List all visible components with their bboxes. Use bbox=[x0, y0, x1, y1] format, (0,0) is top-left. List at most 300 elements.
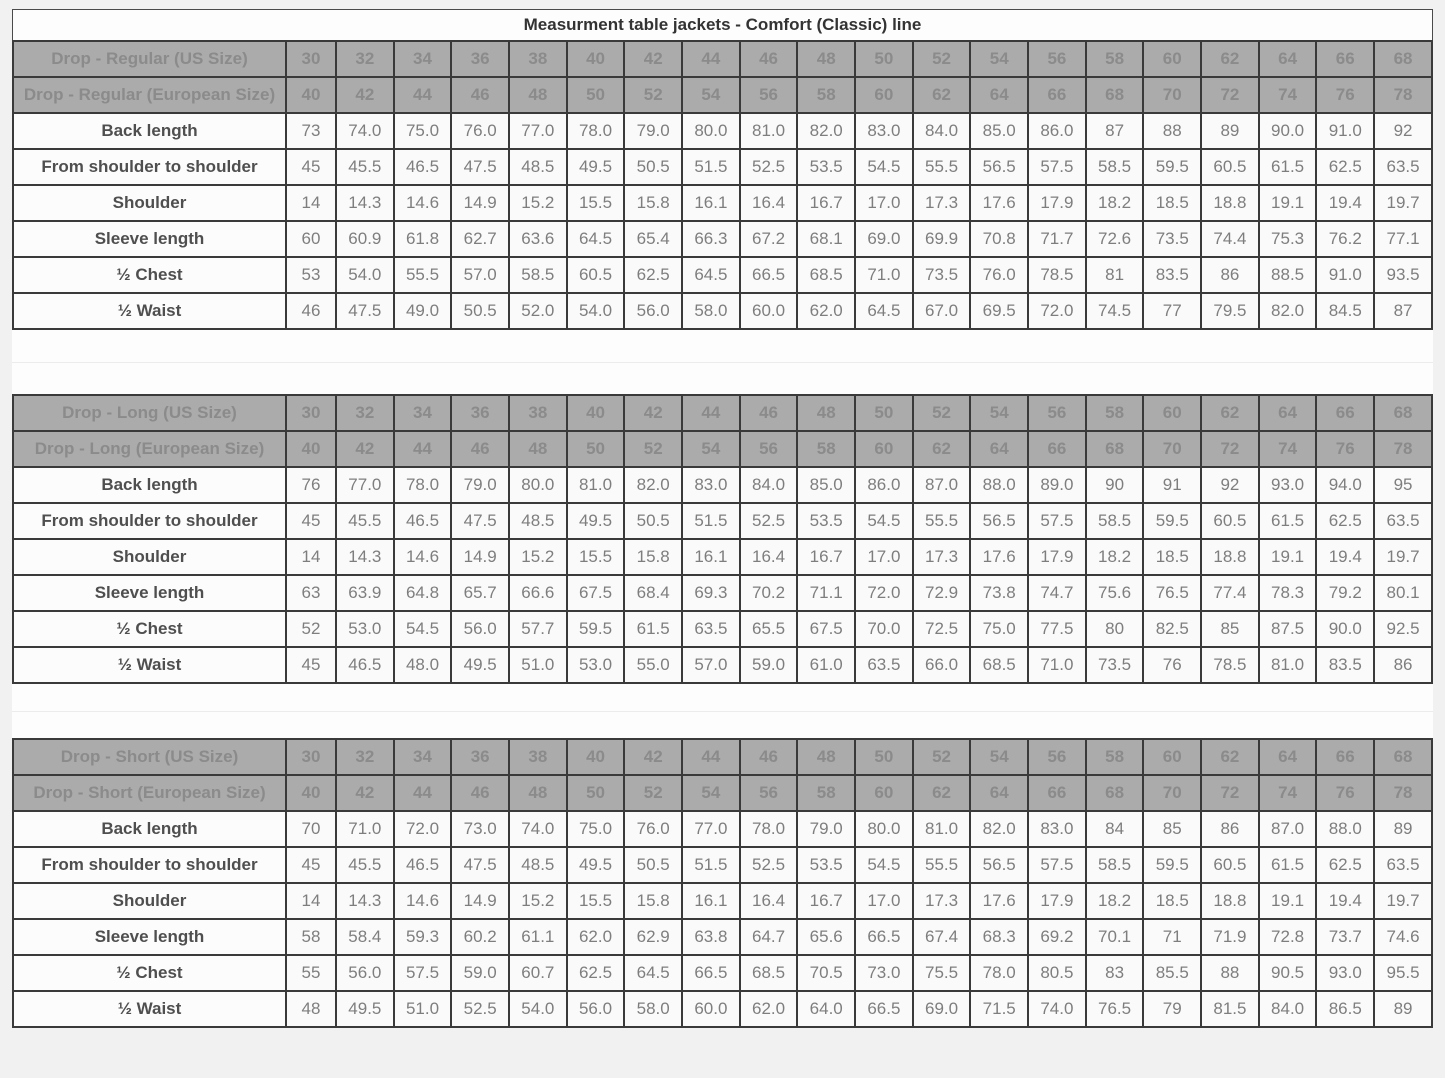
table-row bbox=[13, 185, 1432, 221]
value-cell: 51.5 bbox=[682, 149, 740, 185]
size-cell: 54 bbox=[682, 431, 740, 467]
value-cell: 57.0 bbox=[451, 257, 509, 293]
value-cell: 79.0 bbox=[797, 811, 855, 847]
value-cell: 73.0 bbox=[451, 811, 509, 847]
size-cell: 74 bbox=[1259, 77, 1317, 113]
value-cell: 74.0 bbox=[1028, 991, 1086, 1027]
value-cell: 94.0 bbox=[1316, 467, 1374, 503]
value-cell: 17.3 bbox=[913, 539, 971, 575]
value-cell: 14.9 bbox=[451, 185, 509, 221]
value-cell: 49.0 bbox=[394, 293, 452, 329]
value-cell: 83.0 bbox=[855, 113, 913, 149]
size-cell: 48 bbox=[509, 77, 567, 113]
value-cell: 49.5 bbox=[567, 847, 625, 883]
size-cell: 42 bbox=[336, 775, 394, 811]
value-cell: 53.0 bbox=[336, 611, 394, 647]
value-cell: 71.5 bbox=[970, 991, 1028, 1027]
header-row-eu-short bbox=[13, 775, 1432, 811]
value-cell: 87 bbox=[1086, 113, 1144, 149]
size-cell: 36 bbox=[451, 41, 509, 77]
value-cell: 48.0 bbox=[394, 647, 452, 683]
value-cell: 67.4 bbox=[913, 919, 971, 955]
row-label: ½ Waist bbox=[13, 991, 286, 1027]
value-cell: 71 bbox=[1143, 919, 1201, 955]
size-cell: 70 bbox=[1143, 77, 1201, 113]
value-cell: 75.5 bbox=[913, 955, 971, 991]
value-cell: 60.5 bbox=[567, 257, 625, 293]
table-row bbox=[13, 883, 1432, 919]
value-cell: 53.0 bbox=[567, 647, 625, 683]
row-label: ½ Chest bbox=[13, 611, 286, 647]
title-bar bbox=[12, 9, 1433, 40]
value-cell: 17.0 bbox=[855, 539, 913, 575]
value-cell: 81.5 bbox=[1201, 991, 1259, 1027]
size-cell: 44 bbox=[682, 395, 740, 431]
value-cell: 88 bbox=[1143, 113, 1201, 149]
value-cell: 66.5 bbox=[855, 991, 913, 1027]
value-cell: 69.0 bbox=[913, 991, 971, 1027]
value-cell: 72.5 bbox=[913, 611, 971, 647]
size-cell: 66 bbox=[1316, 41, 1374, 77]
row-label: Shoulder bbox=[13, 883, 286, 919]
value-cell: 85.0 bbox=[797, 467, 855, 503]
value-cell: 65.7 bbox=[451, 575, 509, 611]
value-cell: 54.5 bbox=[855, 503, 913, 539]
value-cell: 45 bbox=[286, 149, 336, 185]
value-cell: 81 bbox=[1086, 257, 1144, 293]
value-cell: 18.5 bbox=[1143, 185, 1201, 221]
value-cell: 46.5 bbox=[394, 503, 452, 539]
value-cell: 80.1 bbox=[1374, 575, 1432, 611]
value-cell: 58.0 bbox=[682, 293, 740, 329]
value-cell: 62.9 bbox=[624, 919, 682, 955]
value-cell: 74.4 bbox=[1201, 221, 1259, 257]
size-cell: 38 bbox=[509, 41, 567, 77]
size-cell: 48 bbox=[509, 775, 567, 811]
value-cell: 95.5 bbox=[1374, 955, 1432, 991]
table-row bbox=[13, 149, 1432, 185]
value-cell: 68.5 bbox=[797, 257, 855, 293]
value-cell: 78.0 bbox=[970, 955, 1028, 991]
value-cell: 89 bbox=[1201, 113, 1259, 149]
value-cell: 77.5 bbox=[1028, 611, 1086, 647]
value-cell: 57.0 bbox=[682, 647, 740, 683]
value-cell: 82.5 bbox=[1143, 611, 1201, 647]
value-cell: 19.1 bbox=[1259, 185, 1317, 221]
value-cell: 69.0 bbox=[855, 221, 913, 257]
value-cell: 63.8 bbox=[682, 919, 740, 955]
value-cell: 51.5 bbox=[682, 503, 740, 539]
size-cell: 56 bbox=[1028, 395, 1086, 431]
value-cell: 93.0 bbox=[1259, 467, 1317, 503]
size-cell: 64 bbox=[1259, 395, 1317, 431]
size-cell: 60 bbox=[1143, 395, 1201, 431]
size-cell: 62 bbox=[913, 775, 971, 811]
value-cell: 82.0 bbox=[970, 811, 1028, 847]
value-cell: 66.5 bbox=[855, 919, 913, 955]
value-cell: 84.0 bbox=[740, 467, 798, 503]
value-cell: 76.0 bbox=[624, 811, 682, 847]
value-cell: 56.5 bbox=[970, 503, 1028, 539]
value-cell: 18.2 bbox=[1086, 883, 1144, 919]
value-cell: 78.0 bbox=[394, 467, 452, 503]
value-cell: 15.2 bbox=[509, 539, 567, 575]
value-cell: 74.5 bbox=[1086, 293, 1144, 329]
value-cell: 14.3 bbox=[336, 883, 394, 919]
value-cell: 64.7 bbox=[740, 919, 798, 955]
value-cell: 56.0 bbox=[451, 611, 509, 647]
size-cell: 42 bbox=[624, 739, 682, 775]
row-label: From shoulder to shoulder bbox=[13, 503, 286, 539]
table-row bbox=[13, 955, 1432, 991]
value-cell: 67.5 bbox=[797, 611, 855, 647]
value-cell: 48.5 bbox=[509, 503, 567, 539]
value-cell: 46 bbox=[286, 293, 336, 329]
value-cell: 19.7 bbox=[1374, 185, 1432, 221]
value-cell: 74.7 bbox=[1028, 575, 1086, 611]
value-cell: 75.3 bbox=[1259, 221, 1317, 257]
value-cell: 50.5 bbox=[624, 149, 682, 185]
value-cell: 72.6 bbox=[1086, 221, 1144, 257]
value-cell: 58.0 bbox=[624, 991, 682, 1027]
value-cell: 64.5 bbox=[624, 955, 682, 991]
value-cell: 71.0 bbox=[1028, 647, 1086, 683]
value-cell: 90.0 bbox=[1316, 611, 1374, 647]
size-cell: 70 bbox=[1143, 431, 1201, 467]
value-cell: 85.0 bbox=[970, 113, 1028, 149]
value-cell: 62.5 bbox=[1316, 847, 1374, 883]
value-cell: 83.5 bbox=[1316, 647, 1374, 683]
value-cell: 77.4 bbox=[1201, 575, 1259, 611]
size-cell: 52 bbox=[624, 77, 682, 113]
value-cell: 79.0 bbox=[624, 113, 682, 149]
value-cell: 59.3 bbox=[394, 919, 452, 955]
value-cell: 90 bbox=[1086, 467, 1144, 503]
value-cell: 58.4 bbox=[336, 919, 394, 955]
value-cell: 55.5 bbox=[913, 149, 971, 185]
size-cell: 50 bbox=[567, 77, 625, 113]
size-cell: 66 bbox=[1316, 739, 1374, 775]
value-cell: 87.0 bbox=[913, 467, 971, 503]
size-cell: 68 bbox=[1374, 395, 1432, 431]
value-cell: 69.2 bbox=[1028, 919, 1086, 955]
size-cell: 60 bbox=[855, 431, 913, 467]
value-cell: 86 bbox=[1201, 257, 1259, 293]
value-cell: 77.1 bbox=[1374, 221, 1432, 257]
row-label: From shoulder to shoulder bbox=[13, 847, 286, 883]
value-cell: 16.4 bbox=[740, 883, 798, 919]
value-cell: 14 bbox=[286, 883, 336, 919]
value-cell: 79 bbox=[1143, 991, 1201, 1027]
value-cell: 57.5 bbox=[1028, 149, 1086, 185]
size-cell: 40 bbox=[286, 77, 336, 113]
size-cell: 74 bbox=[1259, 775, 1317, 811]
section-gap bbox=[12, 684, 1433, 738]
value-cell: 46.5 bbox=[394, 149, 452, 185]
value-cell: 88.5 bbox=[1259, 257, 1317, 293]
value-cell: 72.0 bbox=[855, 575, 913, 611]
value-cell: 18.8 bbox=[1201, 185, 1259, 221]
value-cell: 53 bbox=[286, 257, 336, 293]
value-cell: 69.9 bbox=[913, 221, 971, 257]
value-cell: 55 bbox=[286, 955, 336, 991]
value-cell: 67.2 bbox=[740, 221, 798, 257]
row-label: ½ Waist bbox=[13, 647, 286, 683]
size-cell: 52 bbox=[913, 41, 971, 77]
size-cell: 64 bbox=[970, 431, 1028, 467]
size-cell: 78 bbox=[1374, 775, 1432, 811]
value-cell: 14.9 bbox=[451, 883, 509, 919]
value-cell: 45.5 bbox=[336, 149, 394, 185]
header-label: Drop - Long (European Size) bbox=[13, 431, 286, 467]
value-cell: 56.0 bbox=[567, 991, 625, 1027]
value-cell: 68.5 bbox=[970, 647, 1028, 683]
table-row bbox=[13, 575, 1432, 611]
table-row bbox=[13, 467, 1432, 503]
size-cell: 42 bbox=[336, 431, 394, 467]
size-cell: 66 bbox=[1028, 431, 1086, 467]
value-cell: 63.5 bbox=[1374, 847, 1432, 883]
value-cell: 73.5 bbox=[913, 257, 971, 293]
row-label: Shoulder bbox=[13, 539, 286, 575]
header-row-us-long bbox=[13, 395, 1432, 431]
row-label: Back length bbox=[13, 811, 286, 847]
value-cell: 19.4 bbox=[1316, 883, 1374, 919]
value-cell: 66.0 bbox=[913, 647, 971, 683]
value-cell: 70.8 bbox=[970, 221, 1028, 257]
header-row-eu-regular bbox=[13, 77, 1432, 113]
header-label: Drop - Long (US Size) bbox=[13, 395, 286, 431]
table-row bbox=[13, 991, 1432, 1027]
value-cell: 73.5 bbox=[1143, 221, 1201, 257]
value-cell: 80.0 bbox=[682, 113, 740, 149]
value-cell: 54.0 bbox=[336, 257, 394, 293]
value-cell: 15.5 bbox=[567, 883, 625, 919]
value-cell: 73.0 bbox=[855, 955, 913, 991]
value-cell: 54.5 bbox=[855, 149, 913, 185]
value-cell: 55.5 bbox=[394, 257, 452, 293]
value-cell: 19.7 bbox=[1374, 539, 1432, 575]
value-cell: 69.5 bbox=[970, 293, 1028, 329]
value-cell: 73.8 bbox=[970, 575, 1028, 611]
value-cell: 17.9 bbox=[1028, 185, 1086, 221]
value-cell: 59.5 bbox=[1143, 503, 1201, 539]
value-cell: 52.5 bbox=[740, 503, 798, 539]
value-cell: 70.5 bbox=[797, 955, 855, 991]
value-cell: 51.0 bbox=[509, 647, 567, 683]
value-cell: 83 bbox=[1086, 955, 1144, 991]
row-label: Back length bbox=[13, 467, 286, 503]
size-cell: 38 bbox=[509, 395, 567, 431]
value-cell: 57.5 bbox=[1028, 503, 1086, 539]
value-cell: 70 bbox=[286, 811, 336, 847]
value-cell: 14 bbox=[286, 185, 336, 221]
value-cell: 86.0 bbox=[1028, 113, 1086, 149]
size-cell: 50 bbox=[567, 775, 625, 811]
value-cell: 71.1 bbox=[797, 575, 855, 611]
size-cell: 30 bbox=[286, 739, 336, 775]
value-cell: 17.6 bbox=[970, 185, 1028, 221]
value-cell: 59.0 bbox=[740, 647, 798, 683]
value-cell: 64.5 bbox=[682, 257, 740, 293]
value-cell: 67.0 bbox=[913, 293, 971, 329]
value-cell: 81.0 bbox=[913, 811, 971, 847]
value-cell: 88.0 bbox=[1316, 811, 1374, 847]
size-cell: 42 bbox=[336, 77, 394, 113]
value-cell: 15.8 bbox=[624, 883, 682, 919]
value-cell: 59.0 bbox=[451, 955, 509, 991]
value-cell: 75.0 bbox=[970, 611, 1028, 647]
value-cell: 17.9 bbox=[1028, 883, 1086, 919]
header-row-eu-long bbox=[13, 431, 1432, 467]
size-cell: 50 bbox=[855, 395, 913, 431]
value-cell: 84.0 bbox=[1259, 991, 1317, 1027]
value-cell: 58 bbox=[286, 919, 336, 955]
value-cell: 53.5 bbox=[797, 847, 855, 883]
value-cell: 57.5 bbox=[1028, 847, 1086, 883]
table-row bbox=[13, 847, 1432, 883]
value-cell: 68.5 bbox=[740, 955, 798, 991]
size-cell: 34 bbox=[394, 41, 452, 77]
value-cell: 63.5 bbox=[1374, 503, 1432, 539]
value-cell: 54.5 bbox=[855, 847, 913, 883]
value-cell: 62.0 bbox=[567, 919, 625, 955]
value-cell: 61.0 bbox=[797, 647, 855, 683]
table-row bbox=[13, 503, 1432, 539]
value-cell: 60.9 bbox=[336, 221, 394, 257]
value-cell: 61.5 bbox=[624, 611, 682, 647]
value-cell: 93.0 bbox=[1316, 955, 1374, 991]
value-cell: 52 bbox=[286, 611, 336, 647]
size-cell: 30 bbox=[286, 41, 336, 77]
value-cell: 55.0 bbox=[624, 647, 682, 683]
size-cell: 58 bbox=[797, 77, 855, 113]
value-cell: 54.5 bbox=[394, 611, 452, 647]
value-cell: 78.3 bbox=[1259, 575, 1317, 611]
value-cell: 53.5 bbox=[797, 149, 855, 185]
value-cell: 14.6 bbox=[394, 185, 452, 221]
value-cell: 49.5 bbox=[451, 647, 509, 683]
row-label: ½ Waist bbox=[13, 293, 286, 329]
value-cell: 52.5 bbox=[740, 149, 798, 185]
value-cell: 60.7 bbox=[509, 955, 567, 991]
value-cell: 45 bbox=[286, 847, 336, 883]
value-cell: 78.0 bbox=[567, 113, 625, 149]
value-cell: 66.5 bbox=[740, 257, 798, 293]
value-cell: 18.5 bbox=[1143, 539, 1201, 575]
value-cell: 14 bbox=[286, 539, 336, 575]
size-cell: 52 bbox=[913, 739, 971, 775]
value-cell: 15.8 bbox=[624, 185, 682, 221]
value-cell: 83.0 bbox=[682, 467, 740, 503]
size-cell: 68 bbox=[1374, 739, 1432, 775]
row-label: Back length bbox=[13, 113, 286, 149]
size-cell: 46 bbox=[740, 41, 798, 77]
value-cell: 47.5 bbox=[451, 847, 509, 883]
value-cell: 58.5 bbox=[1086, 149, 1144, 185]
value-cell: 60.0 bbox=[740, 293, 798, 329]
value-cell: 14.6 bbox=[394, 539, 452, 575]
value-cell: 17.0 bbox=[855, 883, 913, 919]
value-cell: 64.5 bbox=[855, 293, 913, 329]
value-cell: 72.0 bbox=[1028, 293, 1086, 329]
value-cell: 47.5 bbox=[451, 149, 509, 185]
value-cell: 70.2 bbox=[740, 575, 798, 611]
value-cell: 17.6 bbox=[970, 539, 1028, 575]
value-cell: 82.0 bbox=[797, 113, 855, 149]
value-cell: 77.0 bbox=[509, 113, 567, 149]
value-cell: 81.0 bbox=[1259, 647, 1317, 683]
size-cell: 62 bbox=[1201, 41, 1259, 77]
value-cell: 86 bbox=[1374, 647, 1432, 683]
value-cell: 81.0 bbox=[567, 467, 625, 503]
value-cell: 66.6 bbox=[509, 575, 567, 611]
value-cell: 53.5 bbox=[797, 503, 855, 539]
row-label: Sleeve length bbox=[13, 221, 286, 257]
size-cell: 66 bbox=[1316, 395, 1374, 431]
size-cell: 44 bbox=[394, 431, 452, 467]
row-label: Sleeve length bbox=[13, 575, 286, 611]
value-cell: 61.8 bbox=[394, 221, 452, 257]
size-cell: 66 bbox=[1028, 775, 1086, 811]
table-row bbox=[13, 221, 1432, 257]
size-cell: 62 bbox=[1201, 395, 1259, 431]
value-cell: 78.5 bbox=[1028, 257, 1086, 293]
value-cell: 60.2 bbox=[451, 919, 509, 955]
size-cell: 46 bbox=[740, 395, 798, 431]
size-cell: 46 bbox=[740, 739, 798, 775]
size-cell: 76 bbox=[1316, 431, 1374, 467]
size-cell: 62 bbox=[913, 431, 971, 467]
size-cell: 54 bbox=[682, 77, 740, 113]
size-cell: 56 bbox=[740, 775, 798, 811]
value-cell: 78.5 bbox=[1201, 647, 1259, 683]
size-cell: 56 bbox=[740, 77, 798, 113]
size-cell: 30 bbox=[286, 395, 336, 431]
size-cell: 46 bbox=[451, 431, 509, 467]
value-cell: 19.1 bbox=[1259, 539, 1317, 575]
value-cell: 74.0 bbox=[336, 113, 394, 149]
value-cell: 63.5 bbox=[1374, 149, 1432, 185]
value-cell: 66.5 bbox=[682, 955, 740, 991]
value-cell: 88 bbox=[1201, 955, 1259, 991]
size-cell: 56 bbox=[740, 431, 798, 467]
value-cell: 82.0 bbox=[1259, 293, 1317, 329]
value-cell: 95 bbox=[1374, 467, 1432, 503]
value-cell: 56.5 bbox=[970, 847, 1028, 883]
value-cell: 14.3 bbox=[336, 185, 394, 221]
size-cell: 58 bbox=[797, 775, 855, 811]
value-cell: 18.8 bbox=[1201, 883, 1259, 919]
size-cell: 58 bbox=[797, 431, 855, 467]
size-cell: 50 bbox=[855, 41, 913, 77]
value-cell: 76.5 bbox=[1143, 575, 1201, 611]
value-cell: 76 bbox=[1143, 647, 1201, 683]
value-cell: 87.5 bbox=[1259, 611, 1317, 647]
value-cell: 62.7 bbox=[451, 221, 509, 257]
size-cell: 46 bbox=[451, 775, 509, 811]
value-cell: 16.4 bbox=[740, 539, 798, 575]
value-cell: 48.5 bbox=[509, 847, 567, 883]
value-cell: 73 bbox=[286, 113, 336, 149]
value-cell: 52.5 bbox=[740, 847, 798, 883]
size-cell: 44 bbox=[394, 77, 452, 113]
value-cell: 89 bbox=[1374, 991, 1432, 1027]
value-cell: 15.2 bbox=[509, 883, 567, 919]
value-cell: 85 bbox=[1143, 811, 1201, 847]
value-cell: 49.5 bbox=[567, 503, 625, 539]
size-cell: 76 bbox=[1316, 775, 1374, 811]
